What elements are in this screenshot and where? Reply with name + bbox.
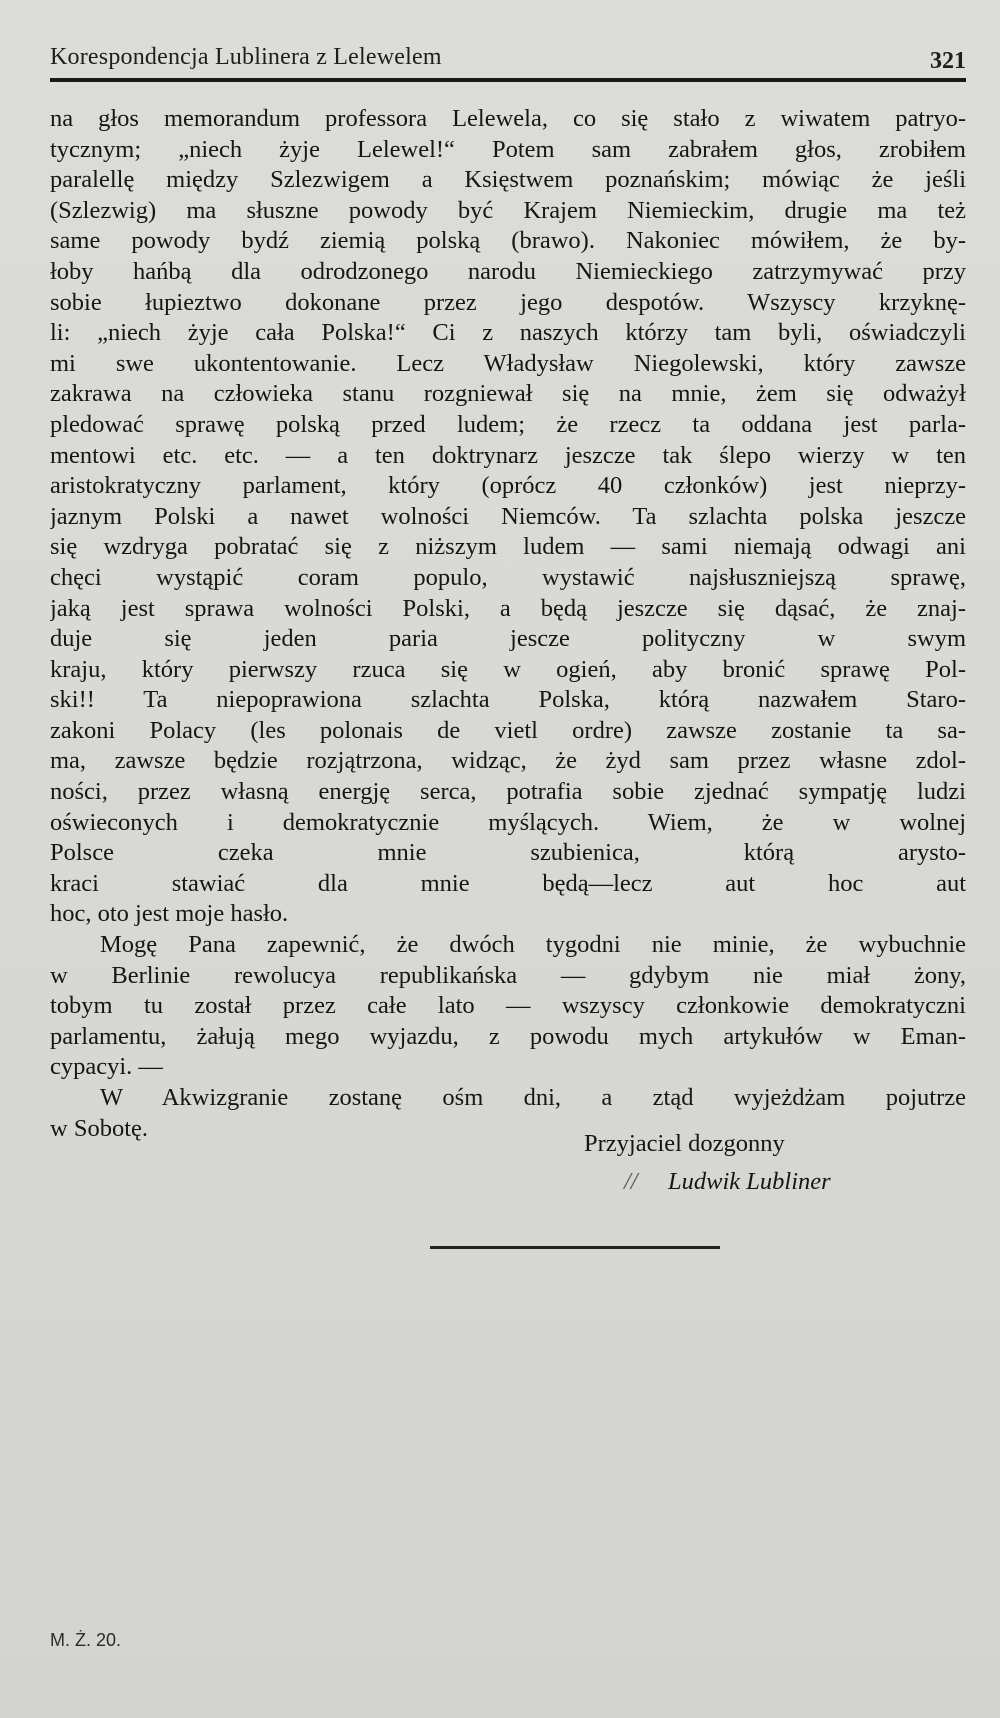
text-line: na głos memorandum professora Lelewela, co się stało z wiwatem patryo-	[50, 105, 966, 132]
text-line: same powody bydź ziemią polską (brawo). Nakoniec mówiłem, że by-	[50, 227, 966, 255]
text-line: paralellę między Szlezwigem a Księstwem poznańskim; mówiąc że jeśli	[50, 166, 966, 194]
text-line: ności, przez własną energję serca, potrafia sobie zjednać sympatję ludzi	[50, 778, 966, 806]
text-line: zakrawa na człowieka stanu rozgniewał się na mnie, żem się odważył	[50, 380, 966, 408]
end-rule	[430, 1246, 720, 1249]
text-line: pledować sprawę polską przed ludem; że rzecz ta oddana jest parla-	[50, 410, 966, 438]
letter-body	[50, 104, 966, 1144]
text-line: duje się jeden paria jescze polityczny w swym	[50, 625, 966, 653]
text-line: (Szlezwig) ma słuszne powody być Krajem Niemieckim, drugie ma też	[50, 196, 966, 224]
text-line: hoc, oto jest moje hasło.	[50, 900, 289, 928]
text-line: zakoni Polacy (les polonais de vietl ordre) zawsze zostanie ta sa-	[50, 716, 966, 744]
text-line: tycznym; „niech żyje Lelewel!“ Potem sam zabrałem głos, zrobiłem	[50, 135, 966, 163]
text-line: się wzdryga pobratać się z niższym ludem — sami niemają odwagi ani	[50, 533, 966, 561]
text-line: chęci wystąpić coram populo, wystawić najsłuszniejszą sprawę,	[50, 563, 966, 591]
running-title: Korespondencja Lublinera z Lelewelem	[50, 44, 442, 70]
text-line: parlamentu, żałują mego wyjazdu, z powodu mych artykułów w Eman-	[50, 1022, 966, 1050]
text-line: sobie łupieztwo dokonane przez jego despotów. Wszyscy krzyknę-	[50, 288, 966, 316]
text-line: ma, zawsze będzie rozjątrzona, widząc, że żyd sam przez własne zdol-	[50, 747, 966, 775]
text-line: kraci stawiać dla mnie będą—lecz aut hoc aut	[50, 869, 966, 897]
text-line: Polsce czeka mnie szubienica, którą arysto-	[50, 839, 966, 867]
salutation-text: Przyjaciel dozgonny	[584, 1130, 785, 1157]
header-rule	[50, 78, 966, 82]
text-line: tobym tu został przez całe lato — wszyscy członkowie demokratyczni	[50, 992, 966, 1020]
signature-name: Ludwik Lubliner	[668, 1168, 831, 1195]
text-line: jaznym Polski a nawet wolności Niemców. Ta szlachta polska jeszcze	[50, 502, 966, 530]
text-line: ski!! Ta niepoprawiona szlachta Polska, którą nazwałem Staro-	[50, 686, 966, 714]
text-line: jaką jest sprawa wolności Polski, a będą jeszcze się dąsać, że znaj-	[50, 594, 966, 622]
text-line: w Sobotę.	[50, 1114, 148, 1142]
text-line: w Berlinie rewolucya republikańska — gdybym nie miał żony,	[50, 961, 966, 989]
text-line: oświeconych i demokratycznie myślących. Wiem, że w wolnej	[50, 808, 966, 836]
text-line: cypacyi. —	[50, 1053, 163, 1081]
show-through-texture	[56, 1268, 966, 1384]
text-line: li: „niech żyje cała Polska!“ Ci z naszych którzy tam byli, oświadczyli	[50, 319, 966, 347]
signature-mark: //	[624, 1168, 638, 1195]
text-line: mi swe ukontentowanie. Lecz Władysław Niegolewski, który zawsze	[50, 349, 966, 377]
text-line: mentowi etc. etc. — a ten doktrynarz jeszcze tak ślepo wierzy w ten	[50, 441, 966, 469]
printer-signature-mark: M. Ż. 20.	[50, 1630, 122, 1650]
text-line: kraju, który pierwszy rzuca się w ogień, aby bronić sprawę Pol-	[50, 655, 966, 683]
text-line: Mogę Pana zapewnić, że dwóch tygodni nie minie, że wybuchnie	[100, 931, 966, 959]
text-line: łoby hańbą dla odrodzonego narodu Niemieckiego zatrzymywać przy	[50, 257, 966, 285]
page-number: 321	[930, 48, 966, 74]
text-line: aristokratyczny parlament, który (oprócz 40 członków) jest nieprzy-	[50, 472, 966, 500]
text-line: W Akwizgranie zostanę ośm dni, a ztąd wyjeżdżam pojutrze	[100, 1084, 966, 1111]
